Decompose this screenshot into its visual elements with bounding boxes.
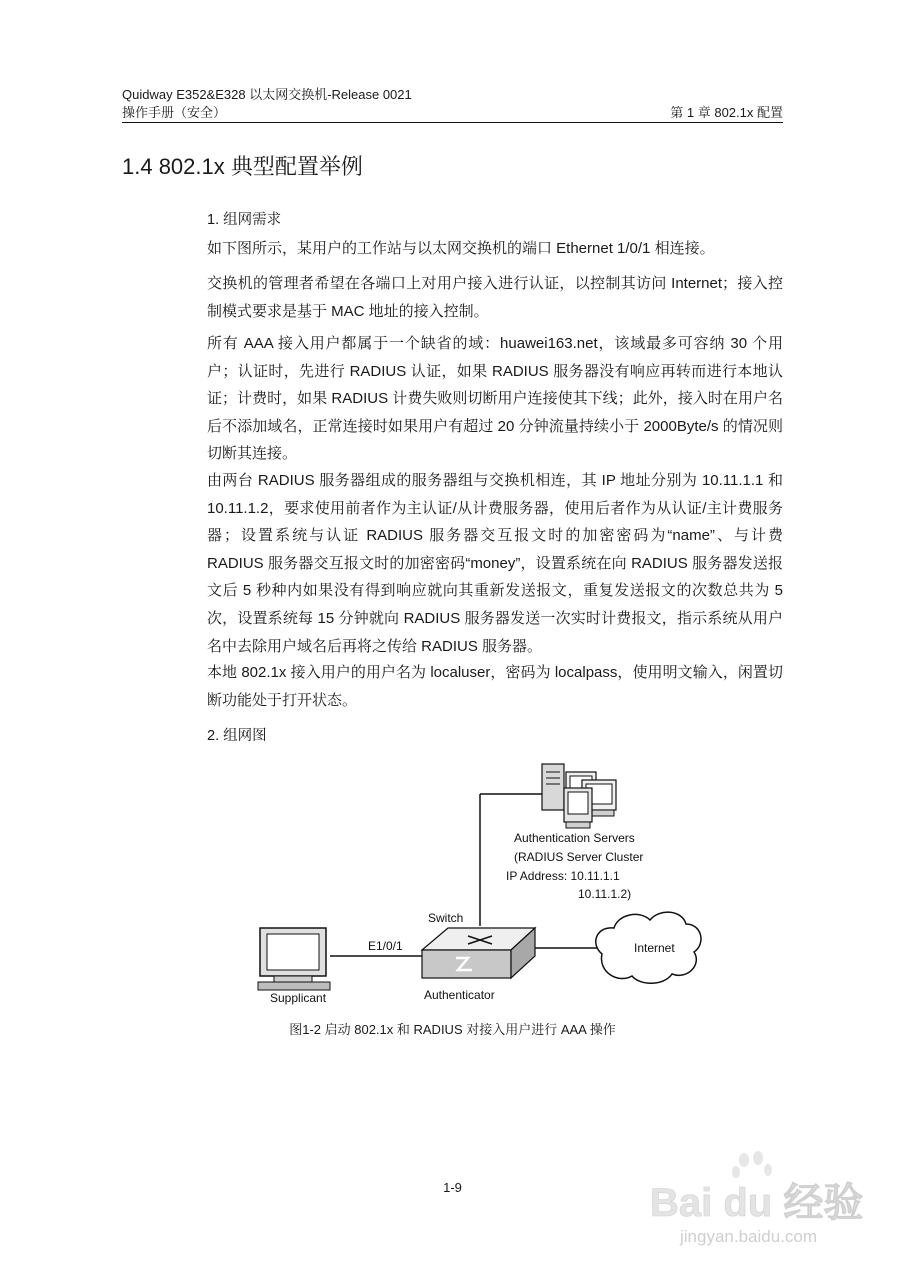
header-chapter: 第 1 章 802.1x 配置 bbox=[670, 105, 783, 120]
watermark-brand: Bai du 经验 bbox=[650, 1181, 864, 1225]
internet-label: Internet bbox=[634, 941, 675, 955]
baidu-jingyan-watermark bbox=[640, 1150, 864, 1250]
paragraph-3: 所有 AAA 接入用户都属于一个缺省的域：huawei163.net，该域最多可容纳 30 个用户；认证时，先进行 RADIUS 认证，如果 RADIUS 服务器没有响应再转而进行本地认证；计费时，如果 RADIUS 计费失败则切断用户连接使其下线；此外，接入时在用户名后不添加域名，正常连接时如果用户有超过 20 分钟流量持续小于 2000Byte/s 的情况则切断其连接。 bbox=[207, 335, 783, 463]
paw-logo-icon bbox=[732, 1151, 772, 1178]
subsection-heading-requirements: 1. 组网需求 bbox=[207, 212, 282, 228]
page-header bbox=[122, 86, 783, 122]
server-cluster-icon bbox=[542, 764, 616, 828]
port-label: E1/0/1 bbox=[368, 939, 403, 953]
subsection-heading-diagram: 2. 组网图 bbox=[207, 728, 267, 744]
supplicant-computer-icon bbox=[258, 928, 330, 990]
header-manual-name: 操作手册（安全） bbox=[122, 105, 227, 120]
header-rule bbox=[122, 122, 783, 123]
figure-caption: 图1-2 启动 802.1x 和 RADIUS 对接入用户进行 AAA 操作 bbox=[289, 1022, 616, 1037]
server-label-cluster: (RADIUS Server Cluster bbox=[514, 850, 644, 864]
watermark-url: jingyan.baidu.com bbox=[680, 1227, 818, 1246]
paragraph-1: 如下图所示，某用户的工作站与以太网交换机的端口 Ethernet 1/0/1 相连接。 bbox=[207, 240, 715, 257]
network-diagram bbox=[230, 758, 700, 1012]
authenticator-label: Authenticator bbox=[424, 988, 495, 1002]
header-doc-title: Quidway E352&E328 以太网交换机-Release 0021 bbox=[122, 87, 412, 102]
server-label-title: Authentication Servers bbox=[514, 831, 635, 845]
switch-label: Switch bbox=[428, 911, 464, 925]
server-label-ip-1: IP Address: 10.11.1.1 bbox=[506, 869, 620, 883]
page-number: 1-9 bbox=[443, 1180, 462, 1195]
section-title: 1.4 802.1x 典型配置举例 bbox=[122, 154, 363, 179]
switch-icon bbox=[422, 928, 535, 978]
paragraph-2: 交换机的管理者希望在各端口上对用户接入进行认证，以控制其访问 Internet；接入控制模式要求是基于 MAC 地址的接入控制。 bbox=[207, 275, 783, 320]
supplicant-label: Supplicant bbox=[270, 991, 327, 1005]
paragraph-4: 由两台 RADIUS 服务器组成的服务器组与交换机相连，其 IP 地址分别为 10.11.1.1 和 10.11.1.2，要求使用前者作为主认证/从计费服务器，使用后者作为从认证/主计费服务器；设置系统与认证 RADIUS 服务器交互报文时的加密密码为“name”、与计费 RADIUS 服务器交互报文时的加密密码“money”，设置系统在向 RADIUS 服务器发送报文后 5 秒种内如果没有得到响应就向其重新发送报文，重复发送报文的次数总共为 5 次，设置系统每 15 分钟就向 RADIUS 服务器发送一次实时计费报文，指示系统从用户名中去除用户域名后再将之传给 RADIUS 服务器。 bbox=[207, 472, 783, 655]
server-label-ip-2: 10.11.1.2) bbox=[578, 887, 632, 901]
paragraph-5: 本地 802.1x 接入用户的用户名为 localuser，密码为 localpass，使用明文输入，闲置切断功能处于打开状态。 bbox=[207, 664, 783, 709]
